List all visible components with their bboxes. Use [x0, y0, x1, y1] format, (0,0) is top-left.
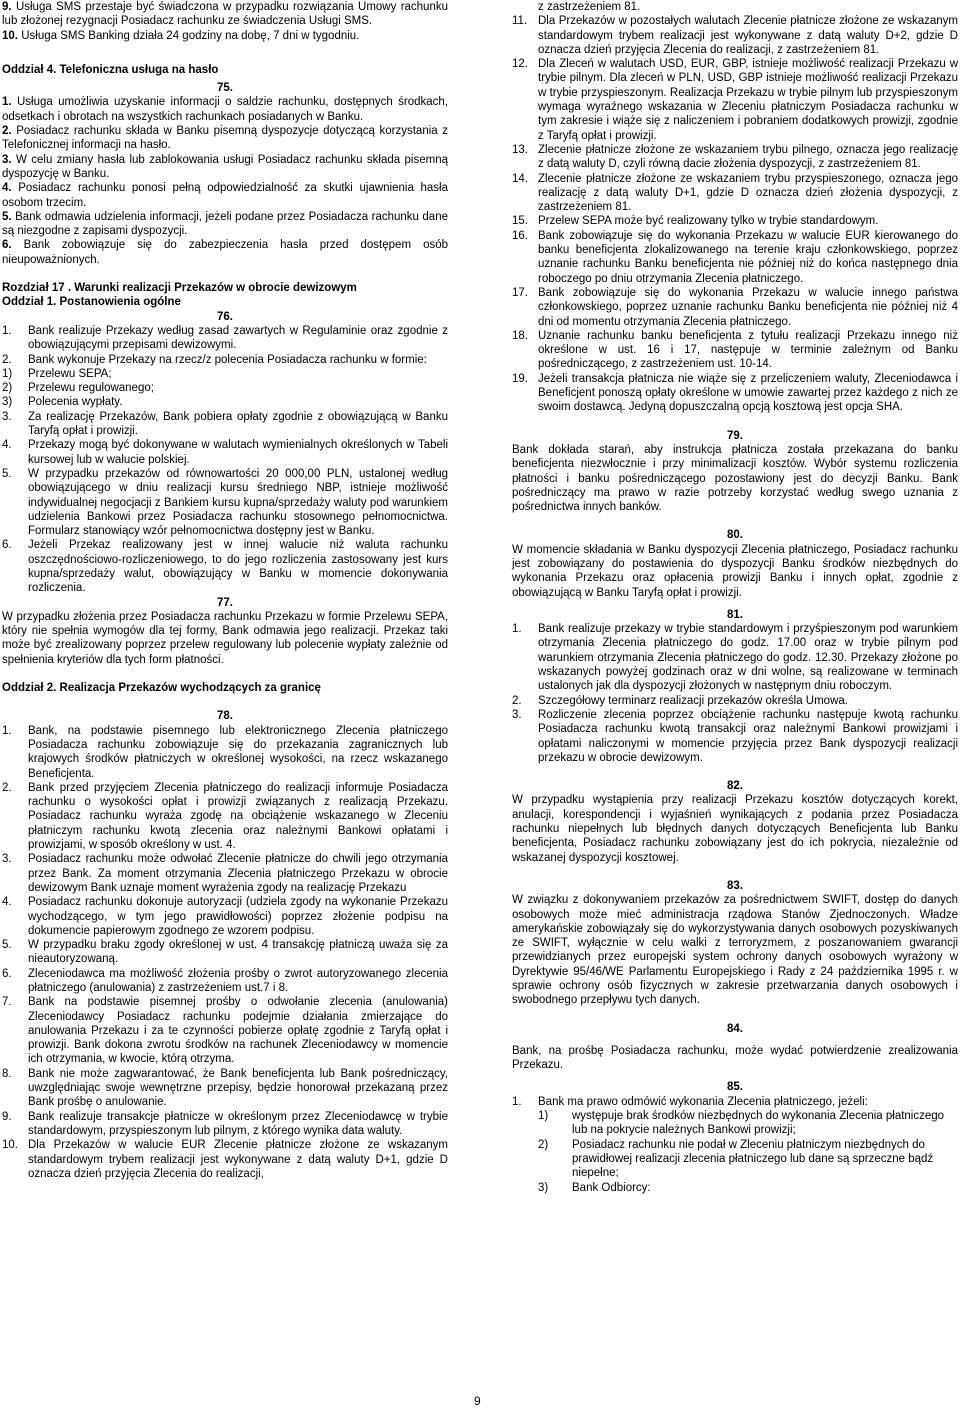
list-item: 2. Bank przed przyjęciem Zlecenia płatniczego do realizacji informuje Posiadacza rachunku o wysokości opłat i prowizji związanych z realizacją Przekazu. Posiadacz rachunku wyraża zgodę na obciążenie wskazanego w Zleceniu płatniczym rachunku kwotą zlecenia oraz należnymi Bankowi opłatami i prowizjami, w sposób określony w ust. 4.	[2, 781, 448, 852]
continued-line: z zastrzeżeniem 81.	[538, 1, 641, 13]
list-item: 7. Bank na podstawie pisemnej prośby o odwołanie zlecenia (anulowania) Zleceniodawcy Posiadacz rachunku podejmie działania zmierzające do anulowania Przekazu i za te czynności pobierze opłatę zgodnie z Taryfą opłat i prowizji. Bank dokona zwrotu środków na rachunek Zleceniodawcy w momencie ich otrzymania, w kwocie, którą otrzyma.	[2, 996, 448, 1066]
sub-list-item: 3) Polecenia wypłaty.	[2, 396, 123, 409]
paragraph-number-83: 83.	[727, 879, 743, 892]
list-item: 1. Usługa umożliwia uzyskanie informacji o saldzie rachunku, dostępnych środkach, odsetkach i obrotach na wszystkich rachunkach posiadanych w Banku.	[2, 96, 449, 123]
list-item: 9. Usługa SMS przestaje być świadczona w przypadku rozwiązania Umowy rachunku lub złożonej rezygnacji Posiadacz rachunku ze świadczenia Usługi SMS.	[2, 1, 448, 28]
list-item: 8. Bank nie może zagwarantować, że Bank beneficjenta lub Bank pośredniczący, uwzględniając swoje wewnętrzne przepisy, będzie honorował przekazaną przez Bank prośbę o anulowanie.	[2, 1067, 448, 1109]
sub-list-item: 1) występuje brak środków niezbędnych do wykonania Zlecenia płatniczego lub na pokrycie należnych Bankowi prowizji;	[538, 1110, 945, 1137]
paragraph-number-84: 84.	[727, 1022, 743, 1035]
list-item: 4. Posiadacz rachunku ponosi pełną odpowiedzialność za skutki ujawnienia hasła osobom trzecim.	[2, 182, 448, 209]
list-item: 6. Jeżeli Przekaz realizowany jest w innej walucie niż waluta rachunku oszczędnościowo-rozliczeniowego, to do jego rozliczenia zastosowany jest kurs kupna/sprzedaży walut, obowiązujący w Banku w momencie dokonywania rozliczenia.	[2, 539, 448, 595]
paragraph-84-text: Bank, na prośbę Posiadacza rachunku, może wydać potwierdzenie zrealizowania Przekazu.	[512, 1044, 958, 1072]
list-item: 5. W przypadku braku zgody określonej w ust. 4 transakcję płatniczą uważa się za nieautoryzowaną.	[2, 939, 448, 966]
list-item: 4. Posiadacz rachunku dokonuje autoryzacji (udziela zgody na wykonanie Przekazu wychodzącego, w tym jego prawidłowości) poprzez złożenie podpisu na dokumencie papierowym zgodnego ze wzorem podpisu.	[2, 896, 448, 937]
list-item: 1. Bank realizuje przekazy w trybie standardowym i przyśpieszonym pod warunkiem otrzymania Zlecenia płatniczego do godz. 17.00 oraz w trybie pilnym pod warunkiem otrzymania Zlecenia płatniczego do godz. 12.30. Przekazy złożone po wskazanych powyżej godzinach oraz w dni wolne, są realizowane w terminach ustalonych jak dla dyspozycji złożonych w następnym dniu roboczym.	[512, 623, 958, 693]
sub-list-item: 3) Bank Odbiorcy:	[538, 1181, 651, 1194]
left-column	[2, 0, 448, 1181]
sub-list-item: 1) Przelewu SEPA;	[2, 367, 112, 380]
paragraph-number-81: 81.	[727, 608, 743, 621]
list-item: 1. Bank realizuje Przekazy według zasad zawartych w Regulaminie oraz zgodnie z obowiązującymi przepisami dewizowymi.	[2, 324, 448, 352]
list-item: 2. Szczegółowy terminarz realizacji przekazów określa Umowa.	[512, 694, 848, 707]
list-item: 3. Posiadacz rachunku może odwołać Zlecenie płatnicze do chwili jego otrzymania przez Bank. Za moment otrzymania Zlecenia płatniczego Przekazu w obrocie dewizowym Bank uznaje moment wyrażenia zgody na realizację Przekazu	[2, 853, 448, 894]
paragraph-83-text: W związku z dokonywaniem przekazów za pośrednictwem SWIFT, dostęp do danych osobowych może mieć administracja rządowa Stanów Zjednoczonych. Władze amerykańskie zobowiązały się do wykorzystywania danych osobowych pozyskiwanych ze SWIFT, wyłącznie w celu walki z terroryzmem, z poszanowaniem gwarancji przewidzianych przez europejski system ochrony danych osobowych wyrażony w Dyrektywie 95/46/WE Parlamentu Europejskiego i Rady z 24 października 1995 r. w sprawie ochrony osób fizycznych w zakresie przetwarzania danych osobowych i swobodnego przepływu tych danych.	[512, 894, 958, 1007]
paragraph-number-82: 82.	[727, 780, 743, 793]
list-item: 2. Posiadacz rachunku składa w Banku pisemną dyspozycje dotyczącą korzystania z Telefonicznej informacji na hasło.	[2, 125, 448, 152]
paragraph-77-text: W przypadku złożenia przez Posiadacza rachunku Przekazu w formie Przelewu SEPA, który nie spełnia wymogów dla tej formy, Bank odmawia jego realizacji. Przekaz taki może być zrealizowany poprzez przelew regulowany lub polecenie wypłaty zależnie od spełnienia kryteriów dla tych form płatności.	[2, 610, 448, 666]
list-item: 11. Dla Przekazów w pozostałych walutach Zlecenie płatnicze złożone ze wskazanym standardowym trybem realizacji jest wykonywane z datą waluty D+2, gdzie D oznacza dzień przyjęcia Zlecenia do realizacji, z zastrzeżeniem 81.	[512, 15, 958, 56]
list-item: 3. Za realizację Przekazów, Bank pobiera opłaty zgodnie z obowiązującą w Banku Taryfą opłat i prowizji.	[2, 410, 448, 438]
paragraph-number-76: 76.	[217, 310, 233, 323]
paragraph-number-85: 85.	[727, 1081, 743, 1094]
paragraph-79-text: Bank dokłada starań, aby instrukcja płatnicza została przekazana do banku beneficjenta niezwłocznie i przy minimalizacji kosztów. Wybór systemu rozliczenia płatności i banku pośredniczącego pozostawiony jest do decyzji Banku. Bank pośredniczący ma prawo w razie potrzeby korzystać według swego uznania z pośrednictwa innych banków.	[512, 443, 958, 514]
paragraph-85-items	[512, 1095, 958, 1195]
list-item: 19. Jeżeli transakcja płatnicza nie wiąże się z przeliczeniem waluty, Zleceniodawca i Beneficjent ponoszą opłaty określone w umowie zawartej przez każdego z nich ze swoim dostawcą. Jedyną dopuszczalną opcją kosztową jest opcja SHA.	[512, 372, 958, 414]
list-item: 17. Bank zobowiązuje się do wykonania Przekazu w walucie innego państwa członkowskiego, poprzez uznanie rachunku Banku beneficjenta nie później niż 4 dni od momentu otrzymania Zlecenia płatniczego.	[512, 286, 958, 328]
paragraph-number-79: 79.	[727, 429, 743, 442]
list-item: 16. Bank zobowiązuje się do wykonania Przekazu w walucie EUR kierowanego do banku beneficjenta zlokalizowanego na terenie kraju członkowskiego, poprzez uznanie rachunku Banku beneficjenta nie później niż do końca następnego dnia roboczego po dniu otrzymania Zlecenia płatniczego.	[512, 229, 958, 285]
paragraph-number-80: 80.	[727, 529, 743, 542]
list-item: 4. Przekazy mogą być dokonywane w walutach wymienialnych określonych w Tabeli kursowej lub w walucie polskiej.	[2, 439, 448, 466]
paragraph-76-items	[2, 324, 448, 596]
sub-list-item: 2) Przelewu regulowanego;	[2, 382, 154, 395]
section-heading-oddzial-4: Oddział 4. Telefoniczna usługa na hasło	[2, 63, 219, 76]
list-item: 1. Bank ma prawo odmówić wykonania Zlecenia płatniczego, jeżeli:	[512, 1095, 868, 1108]
list-item: 6. Zleceniodawca ma możliwość złożenia prośby o zwrot autoryzowanego zlecenia płatniczego (anulowania) z zastrzeżeniem ust.7 i 8.	[2, 967, 448, 994]
paragraph-82-text: W przypadku wystąpienia przy realizacji Przekazu kosztów dotyczących korekt, anulacji, korespondencji i wyjaśnień wynikających z podania przez Posiadacza rachunku niepełnych lub błędnych danych dotyczących Beneficjenta lub Banku beneficjenta, Posiadacz rachunku zobowiązany jest do ich pokrycia, niezależnie od wskazanej dyspozycji kosztowej.	[512, 794, 958, 864]
sms-items	[2, 0, 448, 43]
sub-list-item: 2) Posiadacz rachunku nie podał w Zleceniu płatniczym niezbędnych do prawidłowej realizacji zlecenia płatniczego lub dane są sprzeczne bądź niepełne;	[538, 1138, 934, 1180]
list-item: 14. Zlecenie płatnicze złożone ze wskazaniem trybu przyspieszonego, oznacza jego realizację z datą waluty D+1, gdzie D oznacza dzień złożenia dyspozycji, z zastrzeżeniem 81.	[512, 172, 958, 214]
list-item: 15. Przelew SEPA może być realizowany tylko w trybie standardowym.	[512, 215, 879, 228]
list-item: 12. Dla Zleceń w walutach USD, EUR, GBP, istnieje możliwość realizacji Przekazu w trybie pilnym. Dla zleceń w PLN, USD, GBP istnieje możliwość realizacji Przekazu w trybie przyspieszonym. Realizacja Przekazu w trybie pilnym lub przyspieszonym wymaga wyraźnego wskazania w Zleceniu płatniczym Posiadacza rachunku w tym zakresie i wiąże się z naliczeniem i pobraniem dodatkowych prowizji, zgodnie z Taryfą opłat i prowizji.	[512, 58, 958, 142]
list-item: 5. Bank odmawia udzielenia informacji, jeżeli podane przez Posiadacza rachunku dane są niezgodne z zapisami dyspozycji.	[2, 210, 448, 238]
list-item: 6. Bank zobowiązuje się do zabezpieczenia hasła przed dostępem osób nieupoważnionych.	[2, 239, 449, 266]
paragraph-81-items	[512, 622, 958, 765]
list-item: 3. W celu zmiany hasła lub zablokowania usługi Posiadacz rachunku składa pisemną dyspozycję w Banku.	[2, 153, 448, 180]
paragraph-75-items	[2, 95, 448, 267]
list-item: 3. Rozliczenie zlecenia poprzez obciążenie rachunku następuje kwotą rachunku Posiadacza rachunku kwotą transakcji oraz należnymi Bankowi prowizjami i opłatami naliczonymi w momencie przyjęcia przez Bank dyspozycji realizacji przekazu w obrocie dewizowym.	[512, 708, 958, 764]
section-heading-oddzial-2: Oddział 2. Realizacja Przekazów wychodzących za granicę	[2, 682, 321, 695]
list-item: 2. Bank wykonuje Przekazy na rzecz/z polecenia Posiadacza rachunku w formie:	[2, 353, 427, 366]
list-item: 18. Uznanie rachunku banku beneficjenta z tytułu realizacji Przekazu innego niż określone w ust. 16 i 17, następuje w terminie zależnym od Banku pośredniczącego, z zastrzeżeniem ust. 10-14.	[512, 329, 958, 371]
list-item: 10. Dla Przekazów w walucie EUR Zlecenie płatnicze złożone ze wskazanym standardowym trybem realizacji jest wykonywane z datą waluty D+1, gdzie D oznacza dzień przyjęcia Zlecenia do realizacji,	[2, 1139, 448, 1180]
page-number: 9	[474, 1394, 481, 1408]
paragraph-80-text: W momencie składania w Banku dyspozycji Zlecenia płatniczego, Posiadacz rachunku jest zobowiązany do postawienia do dyspozycji Banku środków niezbędnych do wykonania Przekazu oraz opłacenia prowizji Banku i innych opłat, zgodnie z obowiązującą w Banku Taryfą opłat i prowizji.	[512, 543, 958, 599]
list-item: 1. Bank, na podstawie pisemnego lub elektronicznego Zlecenia płatniczego Posiadacza rachunku zobowiązuje się do przekazania zagranicznych lub krajowych środków płatniczych w określonej wysokości, na rzecz wskazanego Beneficjenta.	[2, 724, 448, 780]
list-item: 5. W przypadku przekazów od równowartości 20 000,00 PLN, ustalonej według obowiązującego w dniu realizacji kursu średniego NBP, istnieje możliwość indywidualnej negocjacji z Bankiem kursu kupna/sprzedaży waluty pod warunkiem udzielenia Bankowi przez Posiadacza rachunku stosownego pełnomocnictwa. Formularz stanowiący wzór pełnomocnictwa dostępny jest w Banku.	[2, 467, 448, 538]
list-item: 13. Zlecenie płatnicze złożone ze wskazaniem trybu pilnego, oznacza jego realizację z datą waluty D, czyli równą dacie złożenia dyspozycji, z zastrzeżeniem 81.	[512, 143, 958, 171]
paragraph-number-77: 77.	[217, 596, 233, 609]
paragraph-number-78: 78.	[217, 710, 233, 723]
list-item: 9. Bank realizuje transakcje płatnicze w określonym przez Zleceniodawcę w trybie standardowym, przyspieszonym lub pilnym, z którego wynika data waluty.	[2, 1110, 448, 1137]
section-heading-oddzial-1: Oddział 1. Postanowienia ogólne	[2, 296, 181, 309]
right-column	[512, 0, 958, 1195]
chapter-heading-rozdzial-17: Rozdział 17 . Warunki realizacji Przekazów w obrocie dewizowym	[2, 282, 357, 295]
list-item: 10. Usługa SMS Banking działa 24 godziny na dobę, 7 dni w tygodniu.	[2, 29, 360, 42]
paragraph-78-items-continued	[512, 14, 958, 414]
paragraph-number-75: 75.	[217, 82, 233, 95]
paragraph-78-items	[2, 724, 448, 1182]
